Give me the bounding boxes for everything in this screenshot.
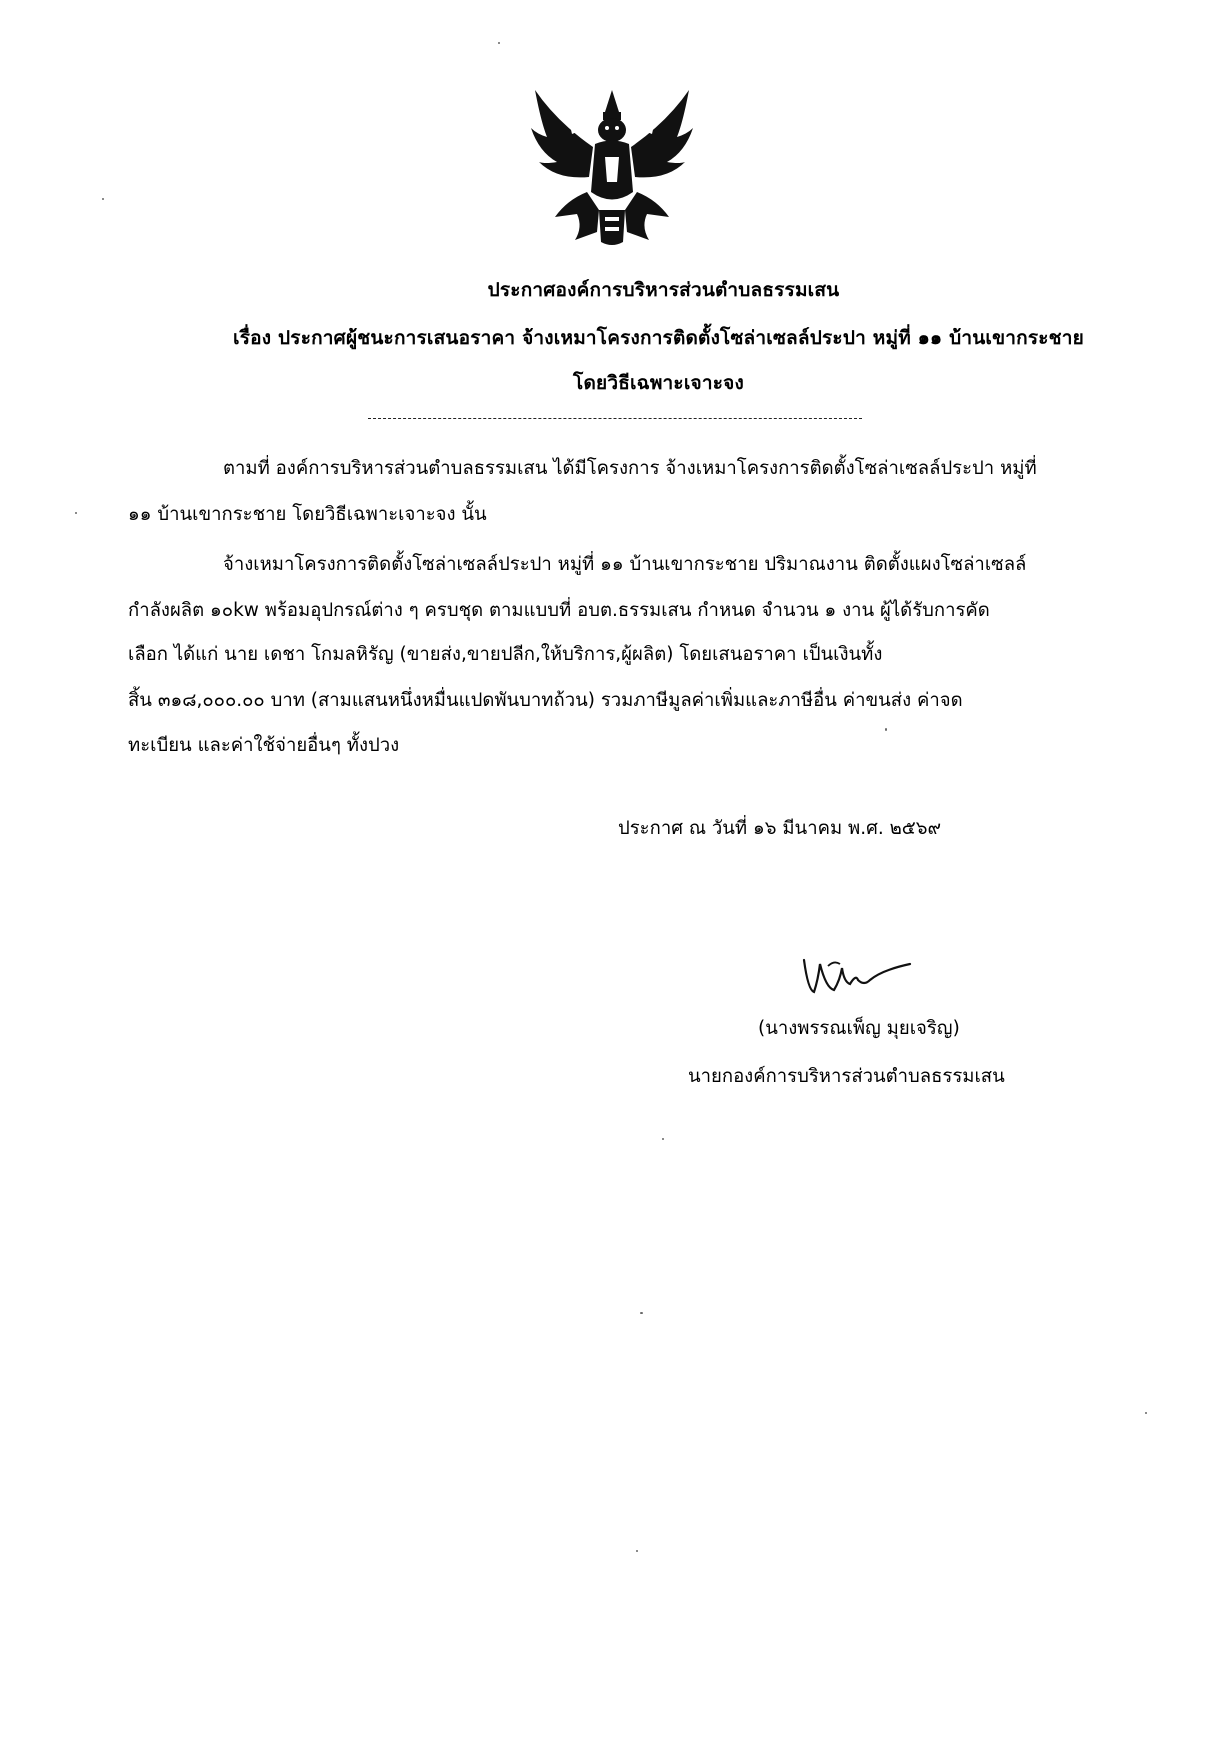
paragraph-2-line-1: จ้างเหมาโครงการติดตั้งโซล่าเซลล์ประปา หมู่ที่ ๑๑ บ้านเขากระชาย ปริมาณงาน ติดตั้งแผงโซล่าเซลล์ bbox=[223, 554, 1027, 575]
scan-speck bbox=[636, 1550, 638, 1552]
handwritten-signature bbox=[798, 950, 918, 1000]
paragraph-1-line-2: ๑๑ บ้านเขากระชาย โดยวิธีเฉพาะเจาะจง นั้น bbox=[128, 504, 487, 525]
signer-position: นายกองค์การบริหารส่วนตำบลธรรมเสน bbox=[688, 1066, 1005, 1087]
paragraph-2-line-2: กำลังผลิต ๑๐kw พร้อมอุปกรณ์ต่าง ๆ ครบชุด ตามแบบที่ อบต.ธรรมเสน กำหนด จำนวน ๑ งาน ผู้ได้รับการคัด bbox=[128, 600, 990, 621]
separator-rule bbox=[368, 418, 862, 419]
announcement-subject: เรื่อง ประกาศผู้ชนะการเสนอราคา จ้างเหมาโครงการติดตั้งโซล่าเซลล์ประปา หมู่ที่ ๑๑ บ้านเขากระชาย bbox=[233, 327, 1084, 349]
announcement-method: โดยวิธีเฉพาะเจาะจง bbox=[573, 372, 744, 394]
scan-speck bbox=[640, 1312, 643, 1314]
paragraph-2-line-3: เลือก ได้แก่ นาย เดชา โกมลหิรัญ (ขายส่ง,ขายปลีก,ให้บริการ,ผู้ผลิต) โดยเสนอราคา เป็นเงินทั้ง bbox=[128, 644, 883, 665]
announcement-org-title: ประกาศองค์การบริหารส่วนตำบลธรรมเสน bbox=[487, 279, 840, 301]
signer-name: (นางพรรณเพ็ญ มุยเจริญ) bbox=[758, 1018, 960, 1039]
paragraph-2-line-4: สิ้น ๓๑๘,๐๐๐.๐๐ บาท (สามแสนหนึ่งหมื่นแปดพันบาทถ้วน) รวมภาษีมูลค่าเพิ่มและภาษีอื่น ค่าขนส่ง ค่าจด bbox=[128, 690, 963, 711]
announcement-date: ประกาศ ณ วันที่ ๑๖ มีนาคม พ.ศ. ๒๕๖๙ bbox=[618, 818, 942, 839]
scan-speck bbox=[885, 728, 887, 731]
paragraph-2-line-5: ทะเบียน และค่าใช้จ่ายอื่นๆ ทั้งปวง bbox=[128, 735, 400, 756]
scan-speck bbox=[1145, 1412, 1147, 1414]
scan-speck bbox=[102, 198, 104, 200]
scan-speck bbox=[498, 42, 500, 44]
scan-speck bbox=[75, 512, 77, 514]
scan-speck bbox=[662, 1138, 664, 1140]
paragraph-1-line-1: ตามที่ องค์การบริหารส่วนตำบลธรรมเสน ได้มีโครงการ จ้างเหมาโครงการติดตั้งโซล่าเซลล์ประปา หมู่ที่ bbox=[223, 458, 1037, 479]
garuda-emblem-icon bbox=[527, 82, 697, 252]
